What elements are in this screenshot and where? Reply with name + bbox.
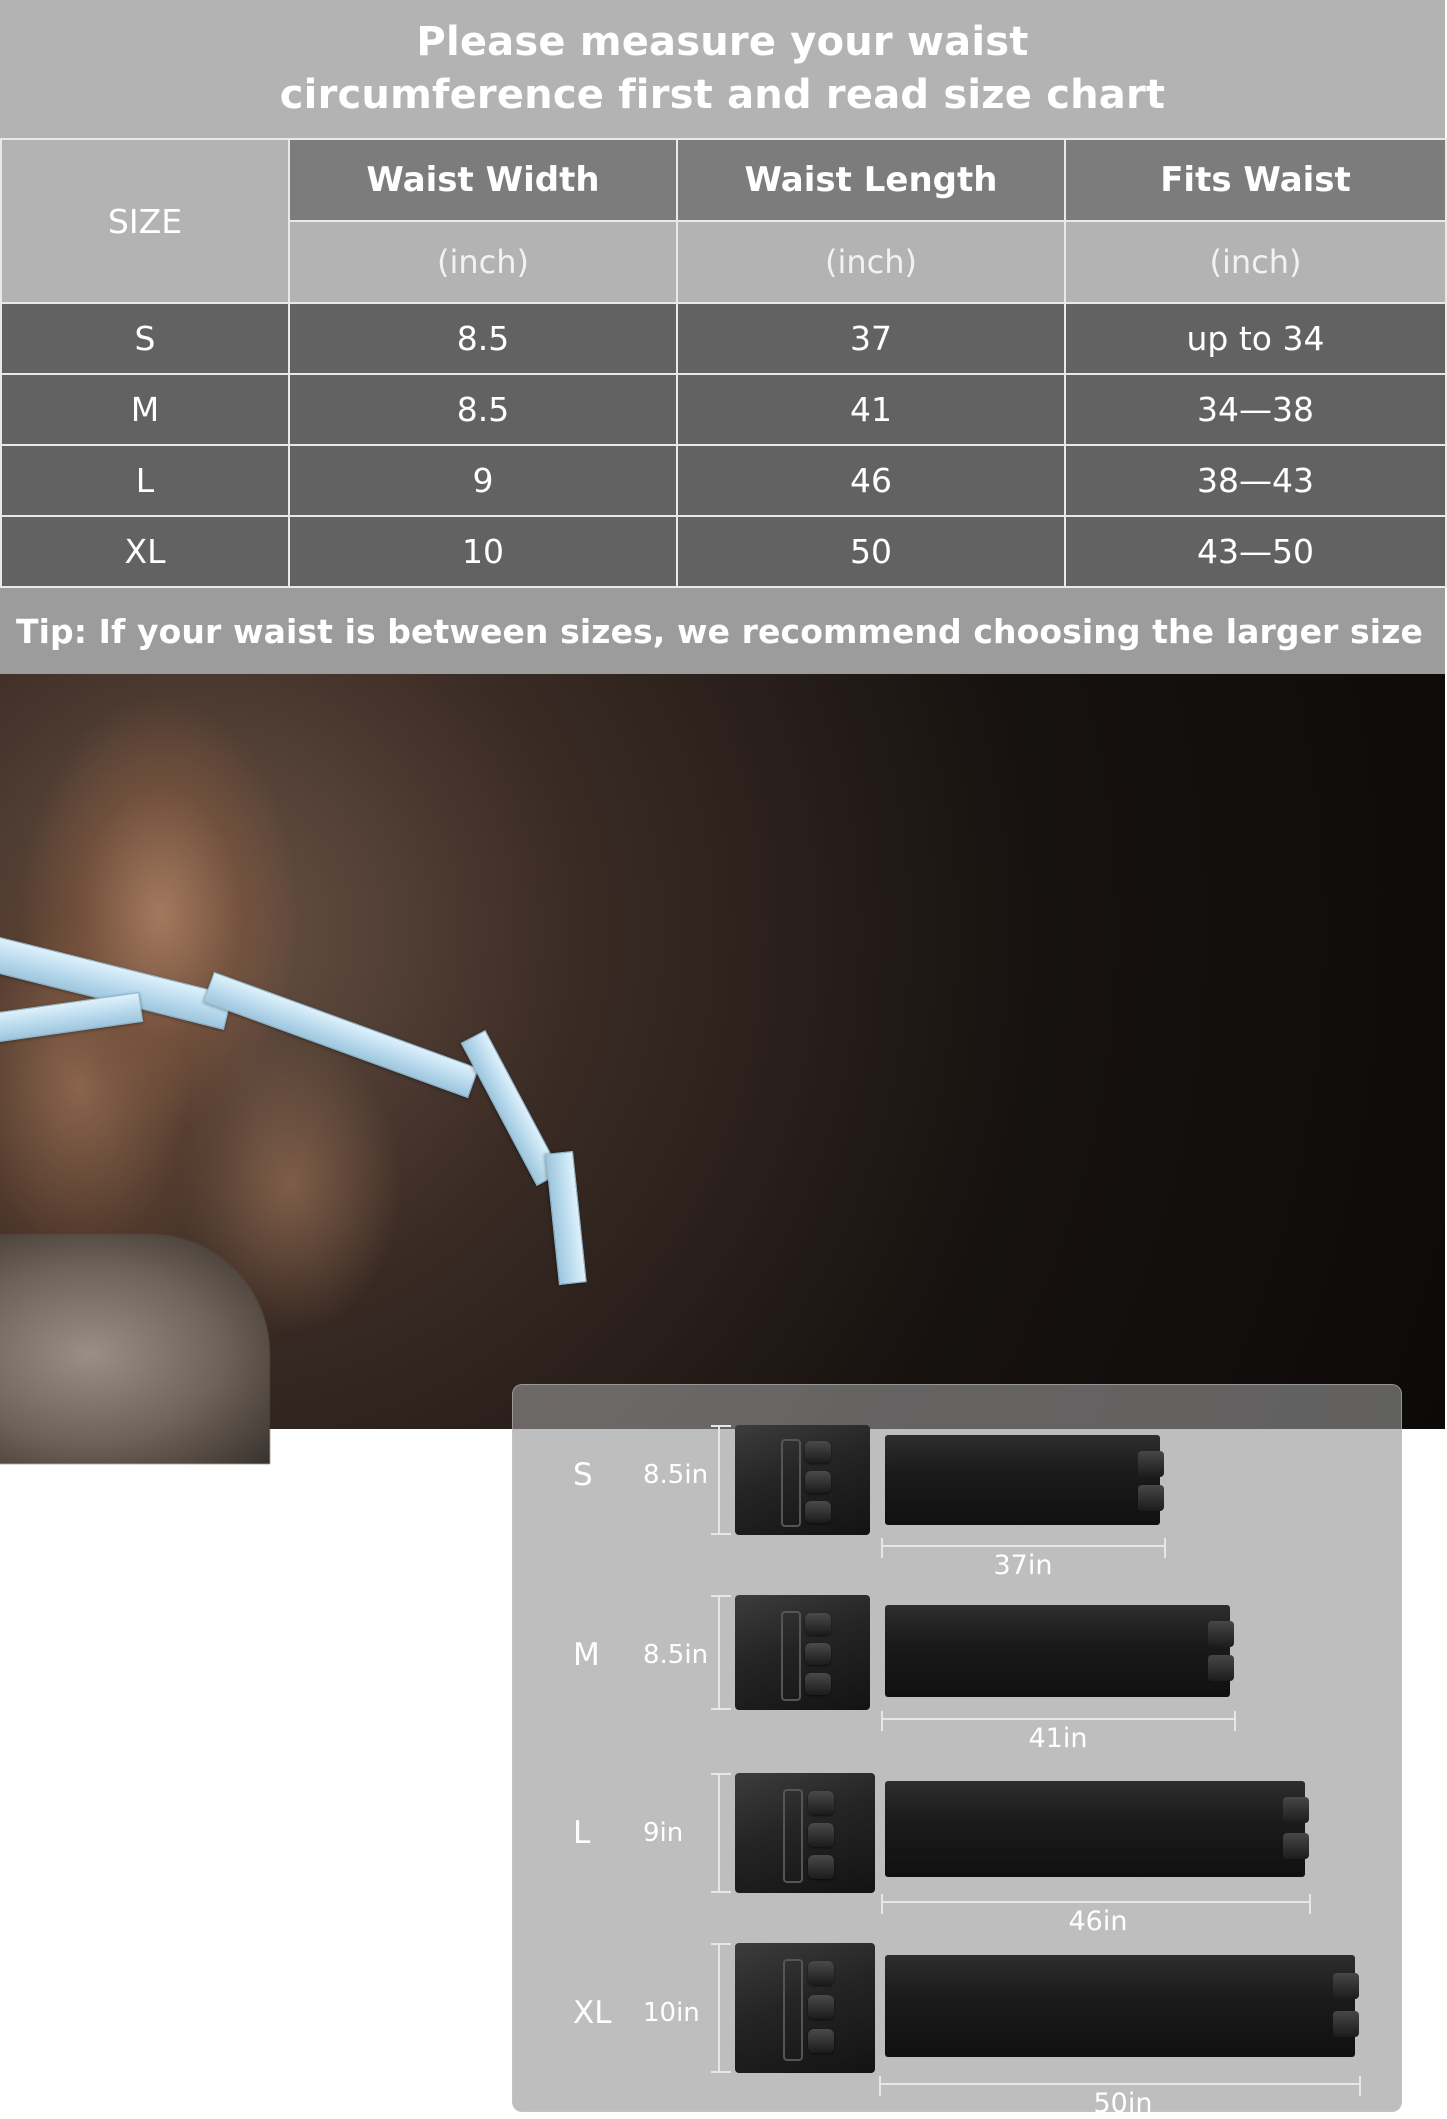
product-photo <box>0 674 1445 2119</box>
cell-waist-length: 50 <box>677 516 1065 587</box>
diagram-width-label: 9in <box>643 1818 684 1848</box>
diagram-size-label: S <box>573 1457 593 1493</box>
cell-size: M <box>1 374 289 445</box>
belt-buckle <box>735 1595 870 1710</box>
cell-fits-waist: 38—43 <box>1065 445 1446 516</box>
cell-fits-waist: 43—50 <box>1065 516 1446 587</box>
diagram-row-l <box>513 1753 1401 1937</box>
header-banner <box>0 0 1445 138</box>
cell-waist-width: 10 <box>289 516 677 587</box>
cell-waist-width: 8.5 <box>289 374 677 445</box>
table-row <box>1 445 1446 516</box>
table-header-row <box>1 139 1446 221</box>
diagram-width-label: 8.5in <box>643 1640 709 1670</box>
cell-size: L <box>1 445 289 516</box>
cell-waist-length: 41 <box>677 374 1065 445</box>
diagram-size-label: M <box>573 1637 600 1673</box>
belt-strap <box>885 1955 1355 2057</box>
table-header-size: SIZE <box>1 139 289 303</box>
diagram-row-xl <box>513 1933 1401 2119</box>
diagram-width-label: 8.5in <box>643 1460 709 1490</box>
table-header-waist-length: Waist Length <box>677 139 1065 221</box>
cell-size: S <box>1 303 289 374</box>
belt-buckle <box>735 1425 870 1535</box>
unit-waist-length: (inch) <box>677 221 1065 303</box>
diagram-length-label: 50in <box>1093 2088 1153 2119</box>
model-shirt <box>0 1234 270 1464</box>
size-table <box>0 138 1447 588</box>
diagram-width-label: 10in <box>643 1998 700 2028</box>
tip-banner <box>0 588 1445 674</box>
diagram-size-label: L <box>573 1815 591 1851</box>
belt-strap <box>885 1781 1305 1877</box>
belt-buckle <box>735 1773 875 1893</box>
diagram-length-label: 46in <box>1068 1906 1128 1937</box>
belt-buckle <box>735 1943 875 2073</box>
tip-text: Tip: If your waist is between sizes, we recommend choosing the larger size <box>16 611 1423 651</box>
diagram-length-label: 37in <box>993 1550 1053 1581</box>
table-row <box>1 303 1446 374</box>
table-header-fits-waist: Fits Waist <box>1065 139 1446 221</box>
cell-waist-width: 8.5 <box>289 303 677 374</box>
table-row <box>1 374 1446 445</box>
table-row <box>1 516 1446 587</box>
unit-waist-width: (inch) <box>289 221 677 303</box>
unit-fits-waist: (inch) <box>1065 221 1446 303</box>
size-diagram-panel <box>512 1384 1402 2119</box>
diagram-row-m <box>513 1575 1401 1754</box>
cell-waist-width: 9 <box>289 445 677 516</box>
diagram-length-label: 41in <box>1028 1723 1088 1754</box>
diagram-size-label: XL <box>573 1995 612 2031</box>
page-title-line2: circumference first and read size chart <box>279 72 1166 118</box>
cell-waist-length: 37 <box>677 303 1065 374</box>
page-title <box>240 16 1205 122</box>
diagram-row-s <box>513 1395 1401 1581</box>
page-title-line1: Please measure your waist <box>416 19 1029 66</box>
cell-waist-length: 46 <box>677 445 1065 516</box>
cell-size: XL <box>1 516 289 587</box>
cell-fits-waist: up to 34 <box>1065 303 1446 374</box>
belt-strap <box>885 1605 1230 1697</box>
belt-strap <box>885 1435 1160 1525</box>
table-header-waist-width: Waist Width <box>289 139 677 221</box>
cell-fits-waist: 34—38 <box>1065 374 1446 445</box>
